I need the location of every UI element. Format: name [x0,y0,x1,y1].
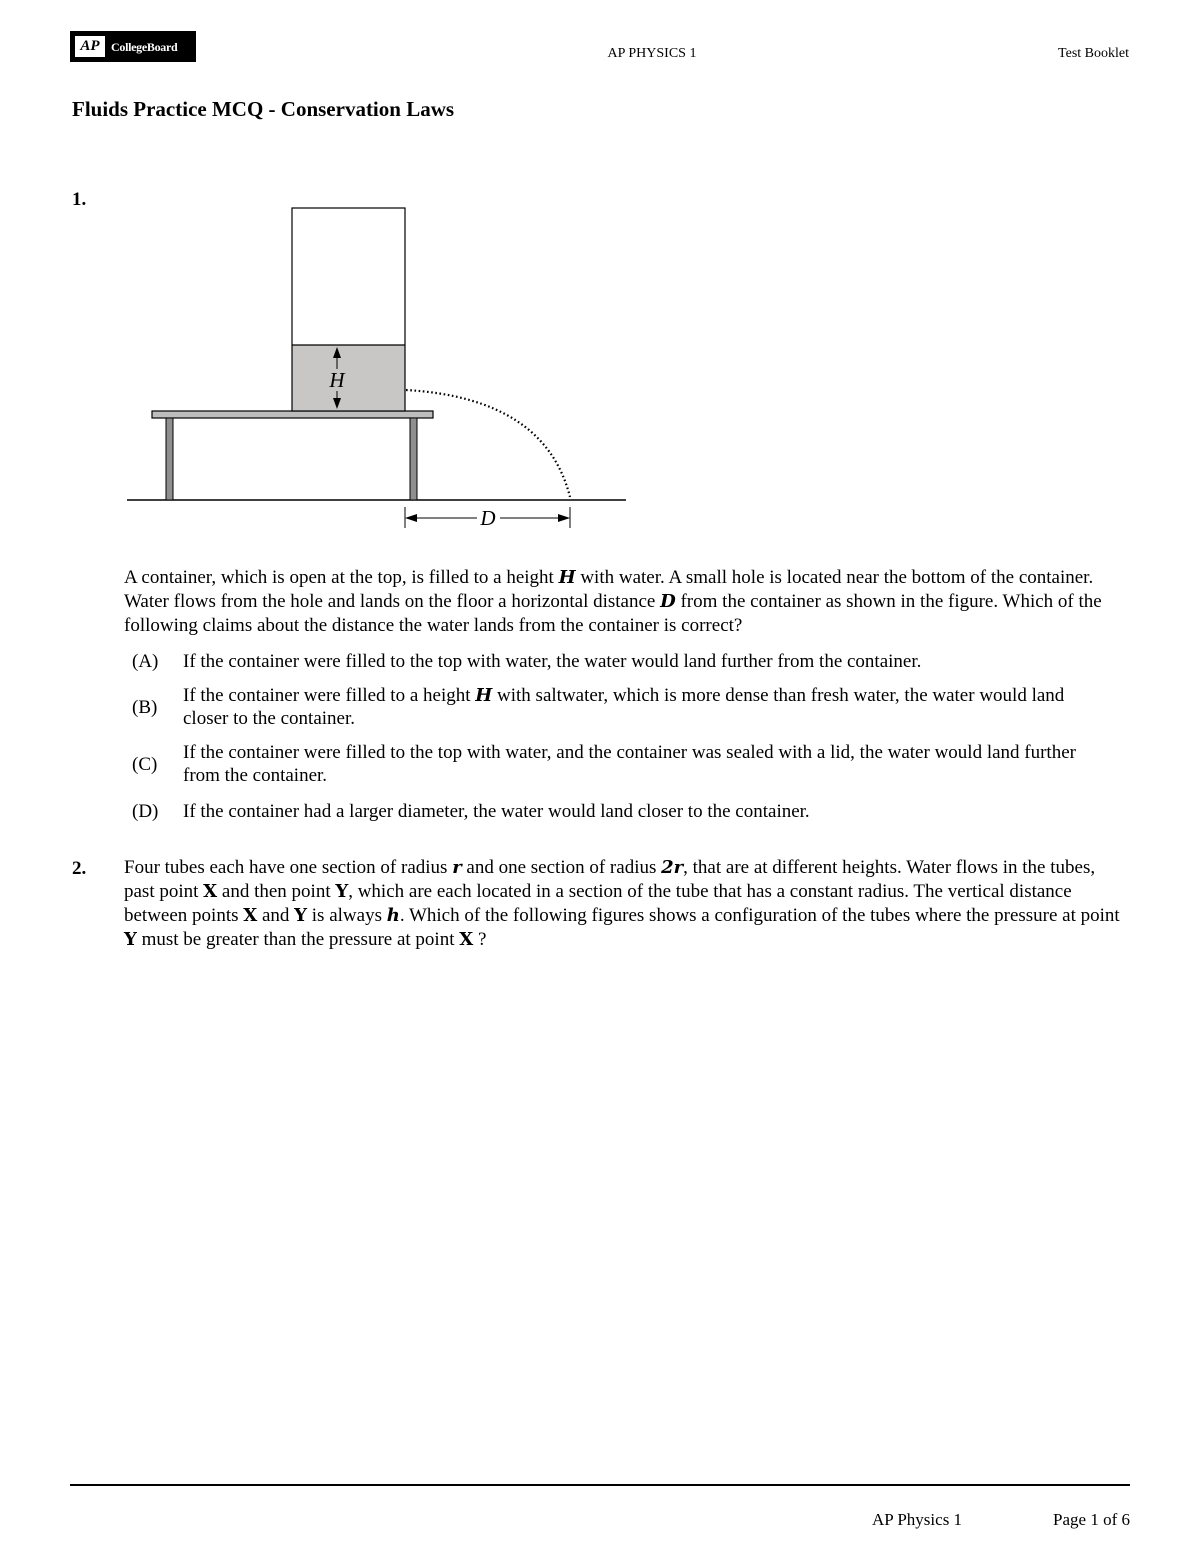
ap-logo-mark: AP [75,36,105,57]
choice-b[interactable] [124,683,1104,731]
question-1-number: 1. [72,189,87,210]
footer-page-number: Page 1 of 6 [1053,1510,1130,1529]
point-Y: Y [124,929,137,950]
variable-H: H [558,567,576,588]
choice-d-letter: (D) [132,800,159,822]
choice-c-text: If the container were filled to the top with water, and the container was sealed with a lid, the water would land further from the container. [183,742,1076,786]
header-booklet-label: Test Booklet [1058,46,1129,61]
choice-d-text: If the container had a larger diameter, the water would land closer to the container. [183,800,810,822]
distance-arrow-right [558,514,570,522]
question-1-stem: A container, which is open at the top, is filled to a height H with water. A small hole is located near the bottom of the container. Water flows from the hole and lands on the floor a horizontal distance D from the container as shown in the figure. Which of the following claims about the distance the water lands from the container is correct? [124,567,1102,636]
variable-H: H [475,685,493,706]
footer-course: AP Physics 1 [872,1510,963,1529]
table-leg-left [166,418,173,500]
choice-a-letter: (A) [132,650,159,672]
water-fill [292,345,405,411]
table-top [152,411,433,418]
distance-label: D [480,506,496,530]
choice-d[interactable] [124,799,1104,823]
distance-arrow-left [405,514,417,522]
point-Y: Y [335,881,349,902]
point-X: X [203,881,218,902]
footer-divider [70,1484,1130,1486]
point-X: X [459,929,474,950]
question-2-stem: Four tubes each have one section of radius r and one section of radius 2r, that are at different heights. Water flows in the tubes, past point X and then point Y, which are each located in a section of the tube that has a constant radius. The vertical distance between points X and Y is always h. Which of the following figures shows a configuration of the tubes where the pressure at point Y must be greater than the pressure at point X ? [124,857,1120,950]
choice-a[interactable] [124,649,1104,673]
choice-c[interactable] [124,741,1104,787]
variable-2r: 2r [661,857,684,878]
variable-h: h [386,905,400,926]
question-2-number: 2. [72,858,87,879]
collegeboard-wordmark: CollegeBoard [111,40,178,54]
table-leg-right [410,418,417,500]
choice-b-letter: (B) [132,696,158,718]
variable-r: r [452,857,462,878]
page-title: Fluids Practice MCQ - Conservation Laws [72,97,455,121]
point-Y: Y [294,905,308,926]
choice-b-text: If the container were filled to a height H with saltwater, which is more dense than fresh water, the water would land closer to the container. [183,685,1065,729]
header-subject: AP PHYSICS 1 [607,46,697,61]
height-label: H [329,368,345,392]
point-X: X [243,905,258,926]
choice-c-letter: (C) [132,753,158,775]
variable-D: D [660,591,676,612]
choice-a-text: If the container were filled to the top with water, the water would land further from the container. [183,650,922,672]
water-trajectory [406,390,570,497]
container-figure [120,200,640,535]
